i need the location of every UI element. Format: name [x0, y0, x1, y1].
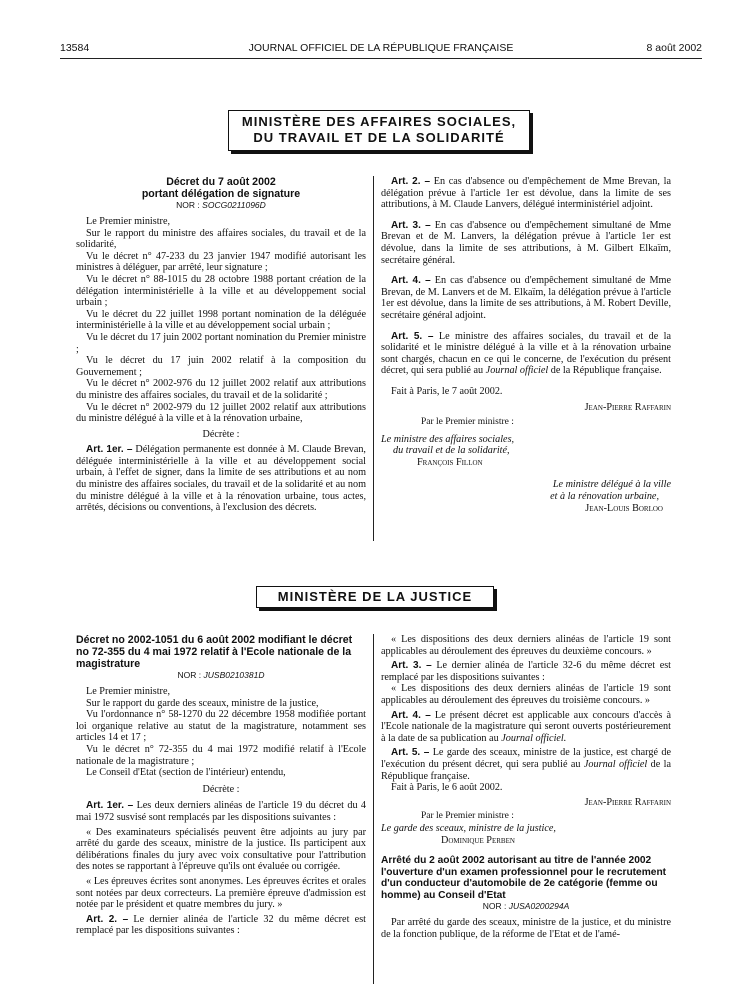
arrete-text: Par arrêté du garde des sceaux, ministre de la justice, et du ministre de la fonction publique, de la réforme de l'Etat et de l'amé- [381, 917, 671, 941]
section1-left-column [76, 176, 366, 514]
preamble-para: Sur le rapport du garde des sceaux, ministre de la justice, [86, 697, 319, 709]
decrete-label-2: Décrète : [202, 783, 240, 795]
article-4-justice: Art. 4. – Le présent décret est applicable aux concours d'accès à l'Ecole nationale de la magistrature qui seront ouverts postérieurement à la date de sa publication au Journal officiel. [381, 709, 671, 744]
preamble-para: Vu le décret du 17 juin 2002 relatif à la composition du Gouvernement ; [76, 355, 366, 378]
quote-3: « Les dispositions des deux derniers alinéas de l'article 19 sont applicables au déroulement des épreuves du deuxième concours. » [381, 634, 671, 657]
journal-title: JOURNAL OFFICIEL DE LA RÉPUBLIQUE FRANÇAISE [248, 42, 514, 54]
column-divider-2 [373, 634, 374, 984]
by-pm-2: Par le Premier ministre : [421, 811, 514, 822]
ministry-justice-label: MINISTÈRE DE LA JUSTICE [277, 589, 473, 604]
preamble-para: Vu l'ordonnance n° 58-1270 du 22 décembre 1958 modifiée portant loi organique relative au statut de la magistrature, notamment ses articles 14 et 17 ; [76, 709, 366, 744]
signer-perben: Dominique Perben [441, 834, 515, 846]
preamble-para: Vu le décret n° 72-355 du 4 mai 1972 modifié relatif à l'Ecole nationale de la magistrature ; [76, 743, 366, 767]
minister-justice: Le garde des sceaux, ministre de la justice, [381, 822, 556, 834]
preamble-para: Vu le décret du 17 juin 2002 portant nomination du Premier ministre ; [76, 331, 366, 355]
article-5-justice: Art. 5. – Le garde des sceaux, ministre de la justice, est chargé de l'exécution du présent décret, qui sera publié au Journal officiel de la République française. [381, 747, 672, 782]
preamble-para: Vu le décret n° 47-233 du 23 janvier 1947 modifié autorisant les ministres à déléguer, par arrêté, leur signature ; [76, 250, 366, 274]
preamble-para: Le Premier ministre, [86, 686, 171, 697]
done-at-2: Fait à Paris, le 6 août 2002. [391, 782, 503, 794]
page-number: 13584 [60, 42, 90, 54]
arrete-nor: NOR : JUSA0200294A [482, 901, 570, 912]
arrete-title: Arrêté du 2 août 2002 autorisant au titre de l'année 2002 l'ouverture d'un examen professionnel pour le recrutement d'un conducteur d'automobile de 2e catégorie (femme ou homme) au Conseil d'Etat [381, 855, 667, 901]
decree-title: Décret du 7 août 2002 portant délégation de signature [141, 176, 301, 200]
section1-right-column [381, 176, 671, 514]
quote-1: « Des examinateurs spécialisés peuvent être adjoints au jury par arrêté du garde des sceaux, ministre de la justice. Ils participent aux délibérations finales du jury avec voix consultative pour l'attribution des notes se rapportant à l'épreuve qu'ils ont évaluée ou corrigée. [76, 826, 366, 873]
preamble-para: Vu le décret n° 88-1015 du 28 octobre 1988 portant création de la délégation interministérielle à la ville et au développement social urbain ; [76, 273, 366, 309]
ministry-box-justice [256, 586, 494, 608]
signer-fillon: François Fillon [417, 456, 483, 468]
header-rule [60, 58, 702, 59]
nor-reference-2: NOR : JUSB0210381D [177, 670, 265, 680]
page-header [60, 42, 702, 56]
minister1-line1: Le ministre des affaires sociales, [381, 433, 515, 445]
preamble-para: Le Conseil d'Etat (section de l'intérieur) entendu, [86, 767, 286, 779]
quote-4: « Les dispositions des deux derniers alinéas de l'article 19 sont applicables au déroulement des épreuves du troisième concours. » [381, 683, 671, 706]
decrete-label: Décrète : [202, 428, 240, 440]
preamble-para: Le Premier ministre, [86, 216, 171, 227]
section2-right-column [381, 634, 671, 941]
ministry-line-2: DU TRAVAIL ET DE LA SOLIDARITÉ [253, 130, 505, 145]
decree2-title: Décret no 2002-1051 du 6 août 2002 modifiant le décret no 72-355 du 4 mai 1972 relatif à l'Ecole nationale de la magistrature [76, 634, 353, 670]
preamble-para: Vu le décret n° 2002-976 du 12 juillet 2002 relatif aux attributions du ministre des affaires sociales, du travail et de la solidarité ; [76, 378, 366, 401]
article-3-justice: Art. 3. – Le dernier alinéa de l'article 32-6 du même décret est remplacé par les dispositions suivantes : [381, 660, 672, 683]
article-2: Art. 2. – En cas d'absence ou d'empêchement de Mme Brevan, la délégation prévue à l'article 1er est dévolue, dans la limite de ses attributions, à M. Claude Lanvers, délégué interministériel adjoint. [381, 176, 672, 211]
article-1-justice: Art. 1er. – Les deux derniers alinéas de l'article 19 du décret du 4 mai 1972 susvisé sont remplacés par les dispositions suivantes : [76, 800, 366, 823]
done-at: Fait à Paris, le 7 août 2002. [391, 385, 503, 397]
minister2-line2: et à la rénovation urbaine, [550, 491, 659, 503]
signer-pm-2: Jean-Pierre Raffarin [584, 796, 671, 808]
nor-reference: NOR : SOCG0211096D [176, 200, 266, 210]
preamble-para: Vu le décret n° 2002-979 du 12 juillet 2002 relatif aux attributions du ministre délégué à la ville et à la rénovation urbaine, [76, 401, 366, 425]
article-4: Art. 4. – En cas d'absence ou d'empêchement simultané de Mme Brevan, de M. Lanvers et de M. Elkaïm, la délégation prévue à l'article 1er est dévolue, dans la limite de ses attributions, à M. Robert Deville, secrétaire général adjoint. [381, 275, 671, 321]
article-1: Art. 1er. – Délégation permanente est donnée à M. Claude Brevan, déléguée interministérielle à la ville et au développement social urbain, à l'effet de signer, dans la limite de ses attributions et au nom du ministre des affaires sociales, du travail et de la solidarité et au nom du ministre délégué à la ville et à la rénovation urbaine, tous actes, arrêtés, décisions ou conventions, à l'exclusion des décrets. [76, 444, 366, 514]
article-5: Art. 5. – Le ministre des affaires sociales, du travail et de la solidarité et le ministre délégué à la ville et à la rénovation urbaine sont chargés, chacun en ce qui le concerne, de l'exécution du présent décret, qui sera publié au Journal officiel de la République française. [381, 330, 671, 377]
minister2-line1: Le ministre délégué à la ville [552, 479, 671, 491]
ministry-box-social [228, 110, 530, 151]
minister1-line2: du travail et de la solidarité, [393, 445, 510, 457]
signer-pm: Jean-Pierre Raffarin [584, 401, 671, 413]
preamble-para: Vu le décret du 22 juillet 1998 portant nomination de la déléguée interministérielle à la ville et au développement social urbain ; [76, 308, 366, 332]
article-2-justice: Art. 2. – Le dernier alinéa de l'article 32 du même décret est remplacé par les dispositions suivantes : [76, 913, 367, 937]
article-3: Art. 3. – En cas d'absence ou d'empêchement simultané de Mme Brevan et de M. Lanvers, la délégation prévue à l'article 1er est dévolue, dans la limite de ses attributions, à M. Gilbert Elkaïm, secrétaire général. [381, 219, 671, 266]
ministry-line-1: MINISTÈRE DES AFFAIRES SOCIALES, [241, 114, 517, 129]
issue-date: 8 août 2002 [646, 42, 702, 54]
preamble-para: Sur le rapport du ministre des affaires sociales, du travail et de la solidarité, [76, 227, 366, 251]
quote-2: « Les épreuves écrites sont anonymes. Les épreuves écrites et orales sont notées par deux correcteurs. La première épreuve d'admission est notée par le président et quatre membres du jury. » [76, 875, 366, 911]
by-pm: Par le Premier ministre : [421, 417, 514, 428]
signer-borloo: Jean-Louis Borloo [585, 502, 663, 514]
section2-left-column [76, 634, 366, 937]
column-divider [373, 176, 374, 541]
